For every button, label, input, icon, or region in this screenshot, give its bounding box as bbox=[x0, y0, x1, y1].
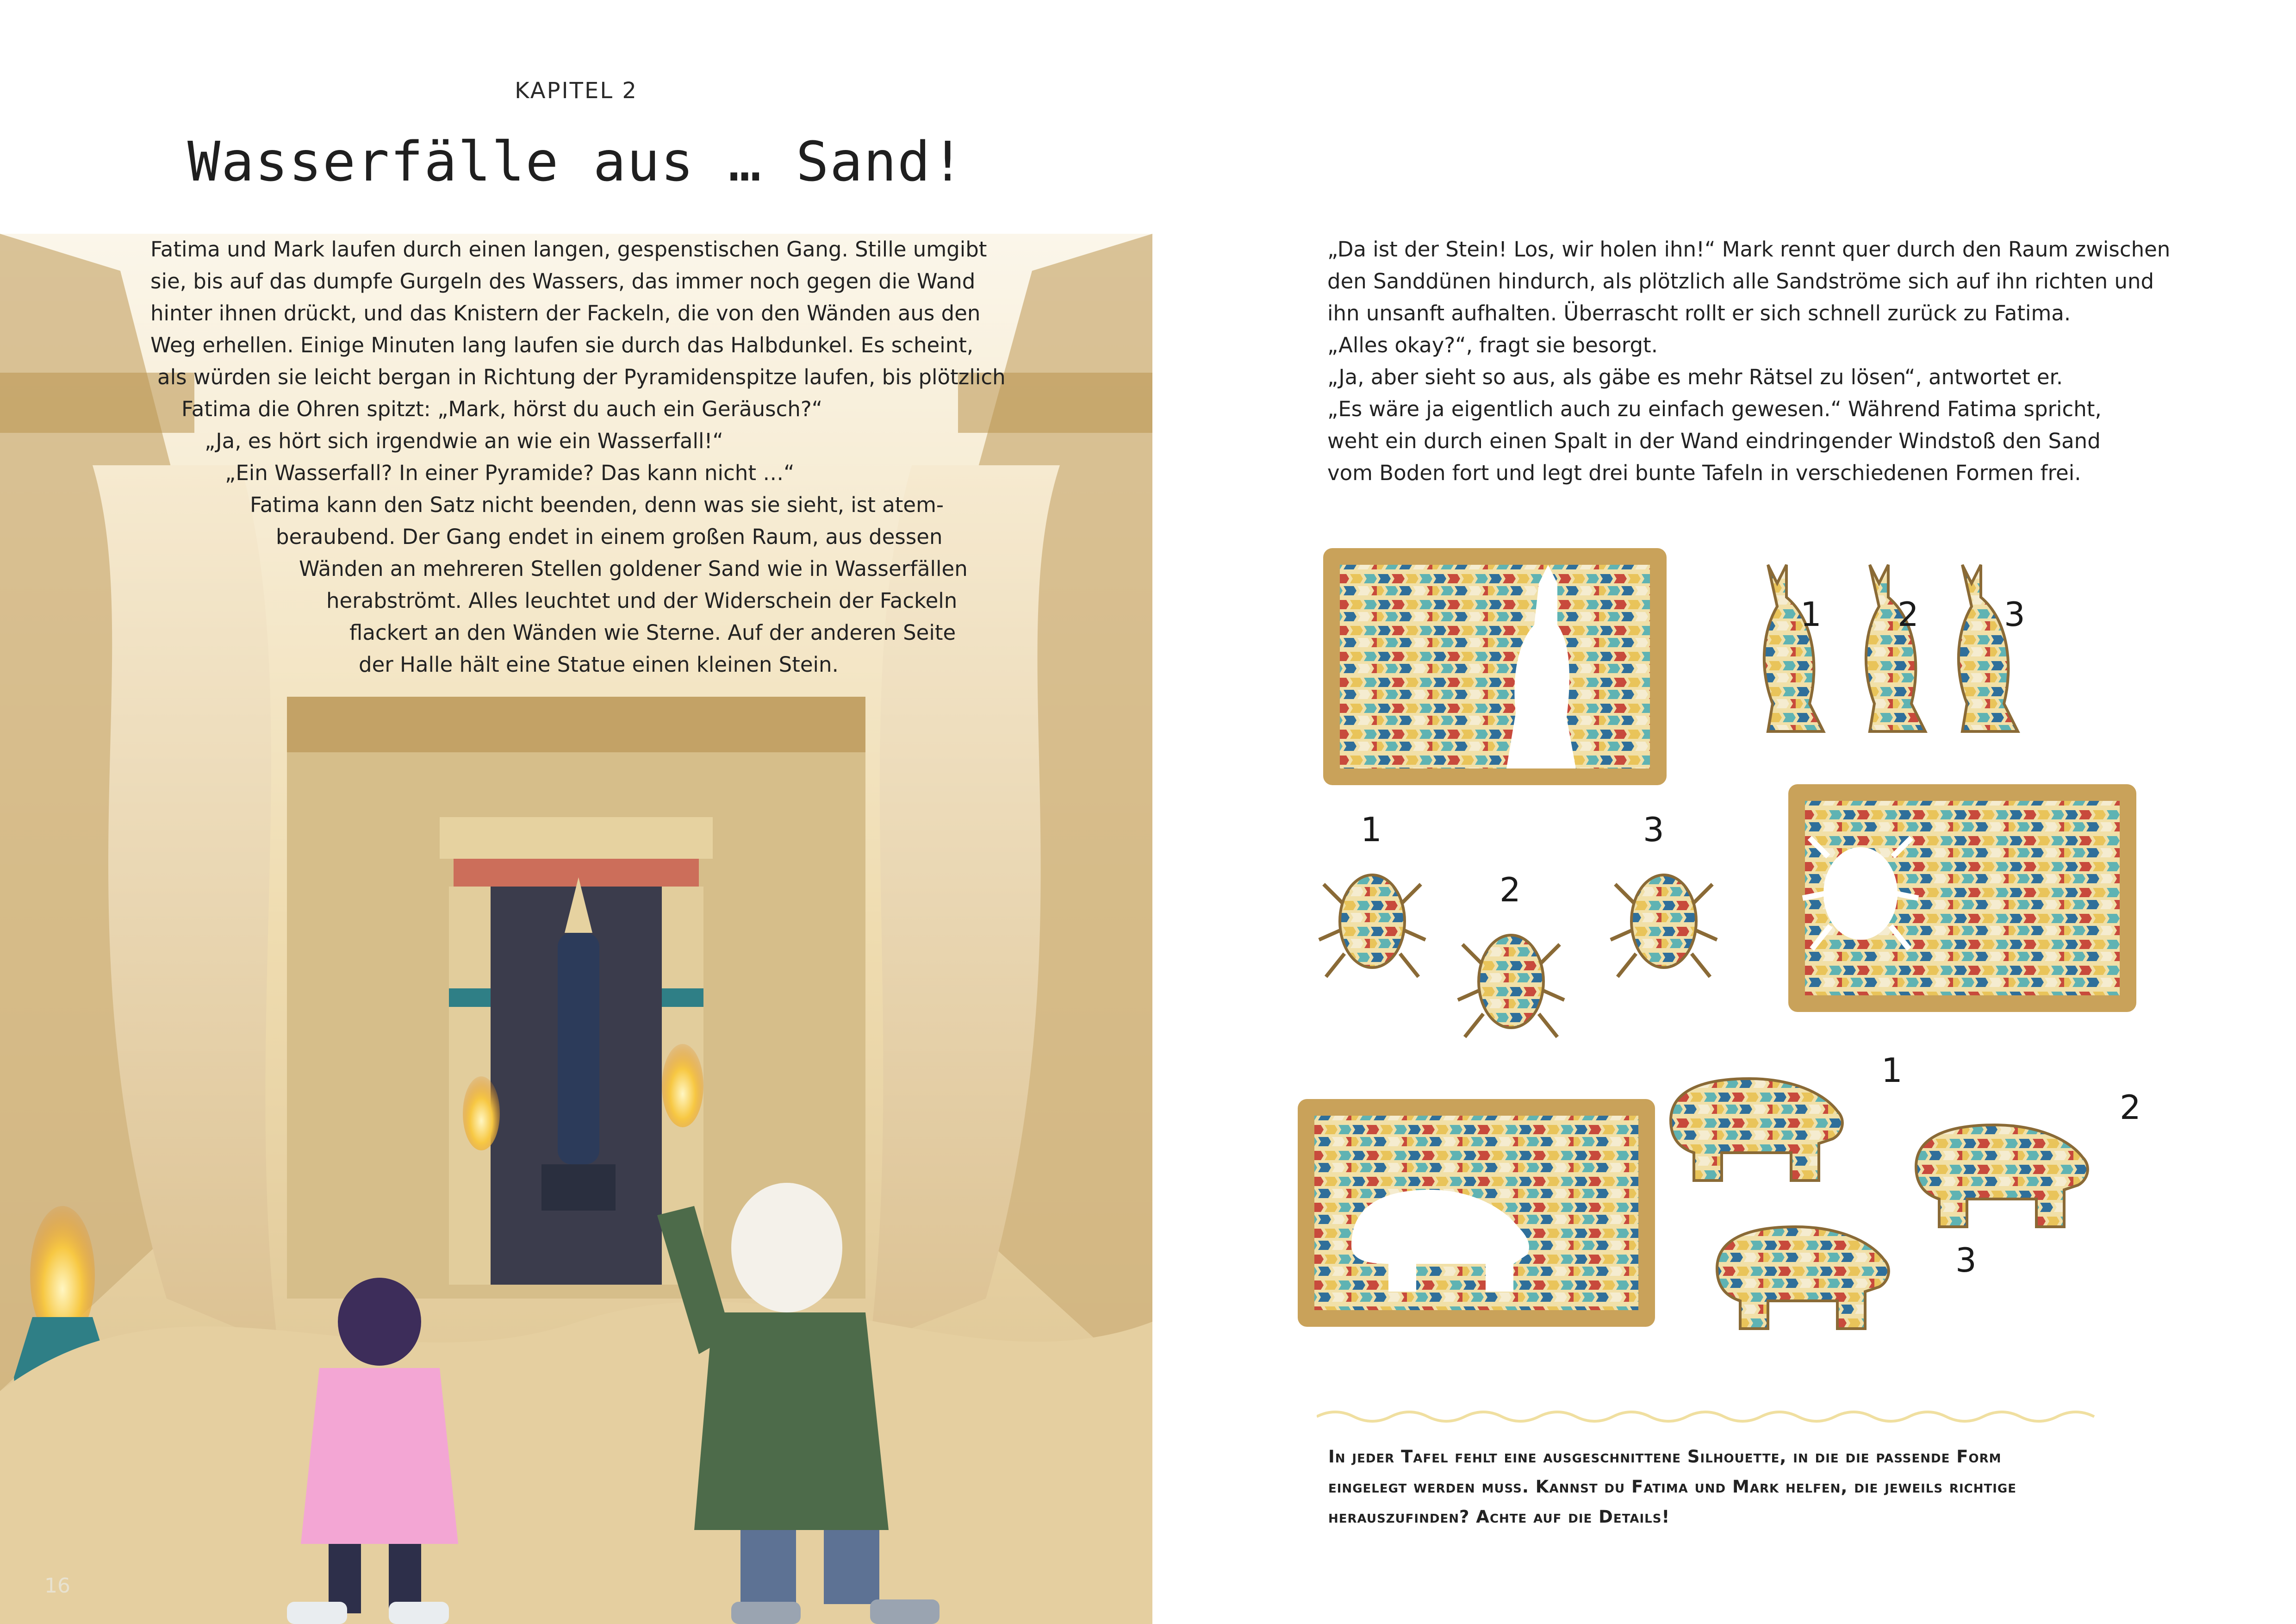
hippo-option-2[interactable] bbox=[1907, 1111, 2101, 1241]
story-line: „Es wäre ja eigentlich auch zu einfach gewesen.“ Während Fatima spricht, bbox=[1327, 397, 2102, 421]
story-line: den Sanddünen hindurch, als plötzlich alle Sandströme sich auf ihn richten und bbox=[1327, 269, 2154, 294]
cat-label-1: 1 bbox=[1800, 595, 1822, 634]
task-line: herauszufinden? Achte auf die Details! bbox=[1328, 1507, 1670, 1527]
hippo-label-1: 1 bbox=[1881, 1051, 1903, 1090]
story-line: „Alles okay?“, fragt sie besorgt. bbox=[1327, 333, 1658, 357]
page-number: 16 bbox=[44, 1574, 70, 1598]
beetle-tablet bbox=[1786, 782, 2138, 1014]
hippo-label-2: 2 bbox=[2120, 1088, 2141, 1127]
beetle-option-2[interactable] bbox=[1453, 907, 1569, 1046]
story-line: „Da ist der Stein! Los, wir holen ihn!“ Mark rennt quer durch den Raum zwischen bbox=[1327, 237, 2171, 262]
beetle-option-1[interactable] bbox=[1314, 847, 1430, 986]
hippo-label-3: 3 bbox=[1955, 1241, 1977, 1280]
cat-option-1[interactable] bbox=[1740, 556, 1842, 741]
beetle-label-1: 1 bbox=[1361, 810, 1382, 849]
story-line: herabströmt. Alles leuchtet und der Widerschein der Fackeln bbox=[326, 588, 958, 613]
hippo-option-3[interactable] bbox=[1708, 1213, 1902, 1343]
story-line: „Ein Wasserfall? In einer Pyramide? Das kann nicht …“ bbox=[225, 461, 795, 485]
cat-label-3: 3 bbox=[2004, 595, 2025, 634]
chapter-label: KAPITEL 2 bbox=[515, 78, 638, 104]
story-line: ihn unsanft aufhalten. Überrascht rollt er sich schnell zurück zu Fatima. bbox=[1327, 301, 2071, 325]
story-line: Fatima kann den Satz nicht beenden, denn was sie sieht, ist atem- bbox=[250, 493, 944, 517]
story-line: als würden sie leicht bergan in Richtung der Pyramidenspitze laufen, bis plötzlich bbox=[157, 365, 1006, 389]
wavy-divider bbox=[1317, 1407, 2113, 1426]
cat-label-2: 2 bbox=[1898, 595, 1919, 634]
story-line: sie, bis auf das dumpfe Gurgeln des Wassers, das immer noch gegen die Wand bbox=[150, 269, 976, 294]
task-line: In jeder Tafel fehlt eine ausgeschnittene Silhouette, in die die passende Form bbox=[1328, 1447, 2002, 1467]
story-line: hinter ihnen drückt, und das Knistern der Fackeln, die von den Wänden aus den bbox=[150, 301, 981, 325]
story-line: flackert an den Wänden wie Sterne. Auf der anderen Seite bbox=[349, 620, 956, 645]
chapter-title: Wasserfälle aus … Sand! bbox=[187, 130, 965, 194]
hippo-option-1[interactable] bbox=[1661, 1065, 1856, 1194]
hippo-tablet bbox=[1296, 1097, 1657, 1329]
story-line: „Ja, aber sieht so aus, als gäbe es mehr Rätsel zu lösen“, antwortet er. bbox=[1327, 365, 2063, 389]
story-line: der Halle hält eine Statue einen kleinen Stein. bbox=[359, 652, 839, 677]
story-line: Weg erhellen. Einige Minuten lang laufen sie durch das Halbdunkel. Es scheint, bbox=[150, 333, 974, 357]
cat-tablet bbox=[1321, 546, 1668, 787]
cat-option-2[interactable] bbox=[1837, 556, 1939, 741]
story-line: Fatima und Mark laufen durch einen langen, gespenstischen Gang. Stille umgibt bbox=[150, 237, 987, 262]
beetle-label-2: 2 bbox=[1500, 870, 1521, 909]
cat-option-3[interactable] bbox=[1935, 556, 2036, 741]
story-line: Wänden an mehreren Stellen goldener Sand wie in Wasserfällen bbox=[299, 556, 968, 581]
story-line: beraubend. Der Gang endet in einem großen Raum, aus dessen bbox=[276, 525, 943, 549]
beetle-option-3[interactable] bbox=[1606, 847, 1722, 986]
beetle-label-3: 3 bbox=[1643, 810, 1664, 849]
story-line: Fatima die Ohren spitzt: „Mark, hörst du auch ein Geräusch?“ bbox=[181, 397, 823, 421]
task-line: eingelegt werden muss. Kannst du Fatima und Mark helfen, die jeweils richtige bbox=[1328, 1477, 2016, 1497]
story-line: weht ein durch einen Spalt in der Wand eindringender Windstoß den Sand bbox=[1327, 429, 2101, 453]
story-line: vom Boden fort und legt drei bunte Tafeln in verschiedenen Formen frei. bbox=[1327, 461, 2081, 485]
story-line: „Ja, es hört sich irgendwie an wie ein Wasserfall!“ bbox=[205, 429, 723, 453]
